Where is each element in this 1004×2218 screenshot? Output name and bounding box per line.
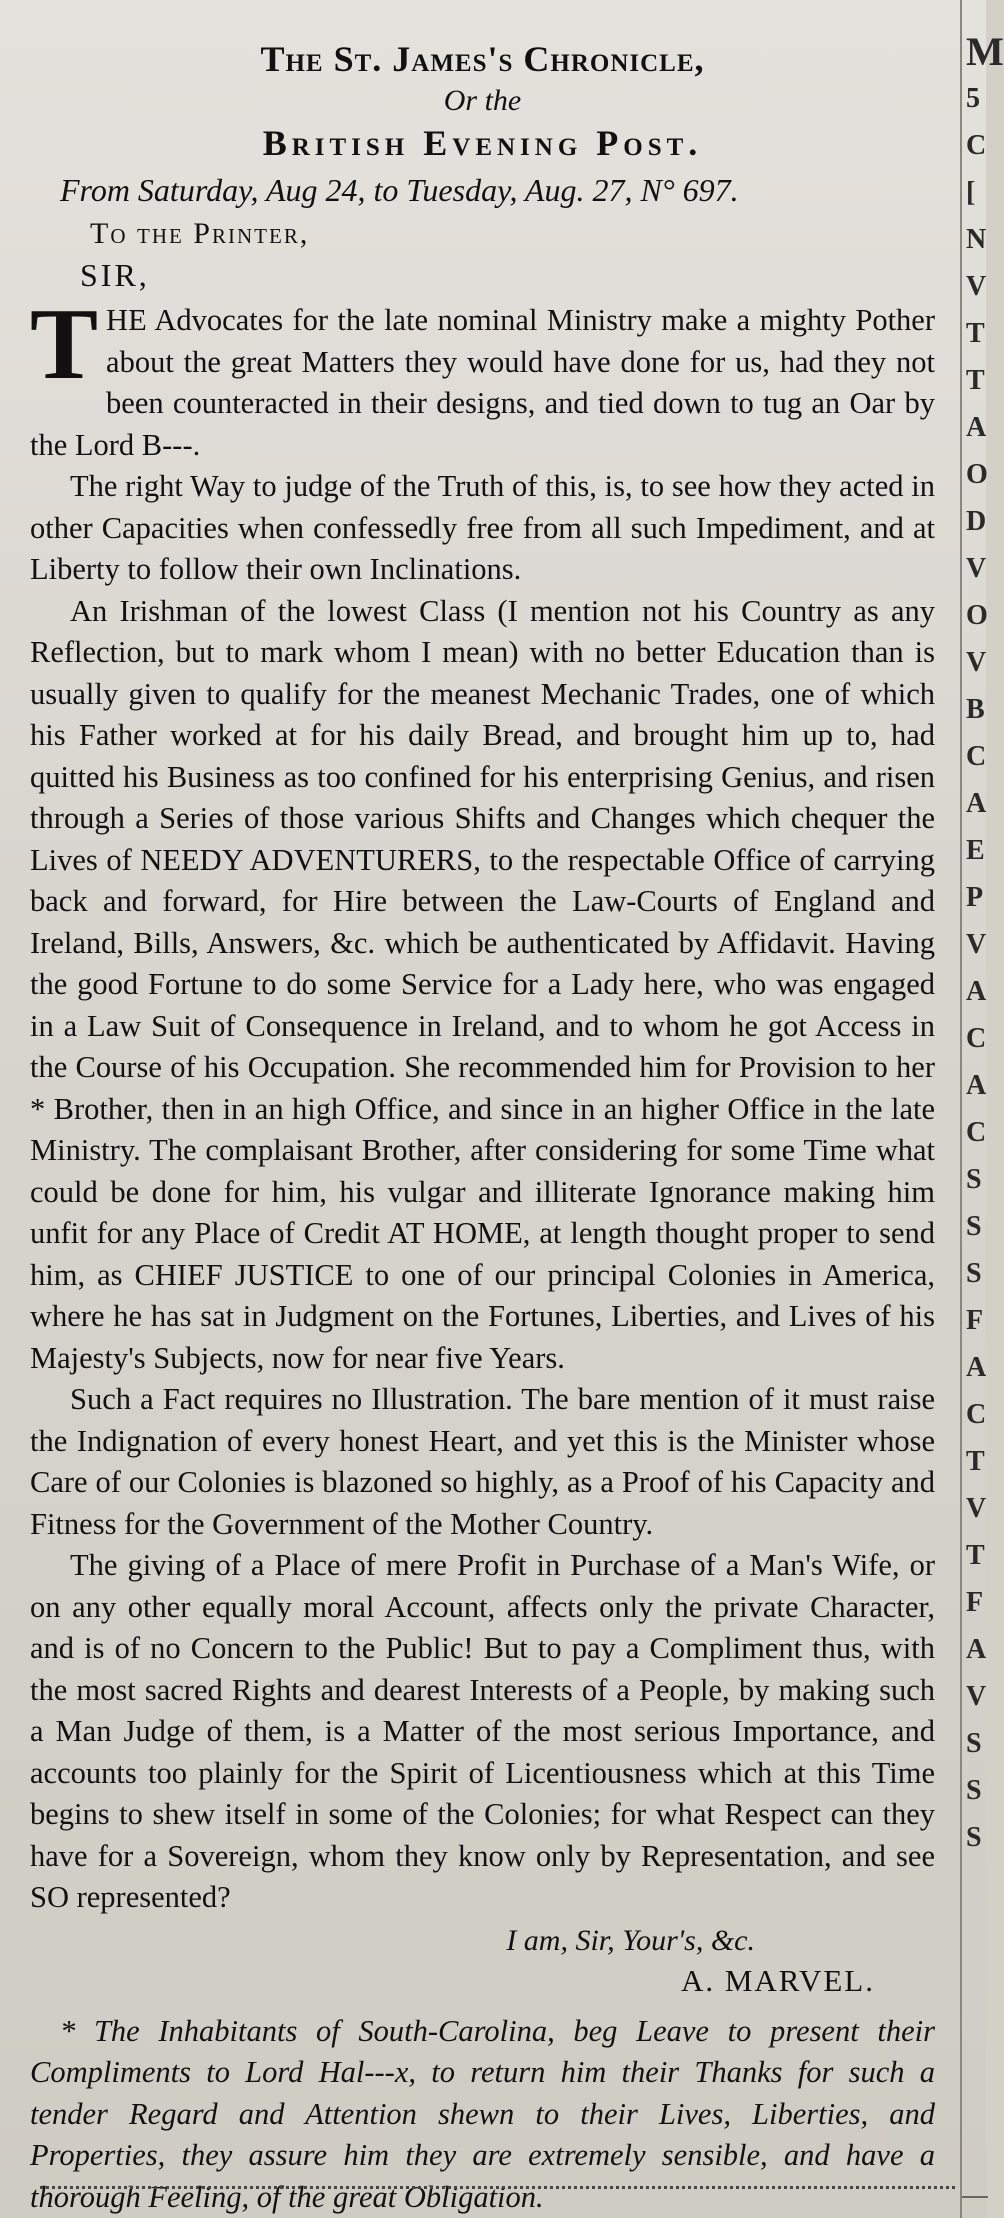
adjacent-letter: S (966, 1728, 982, 1759)
adjacent-letter: S (966, 1211, 982, 1242)
paragraph-1 (30, 288, 935, 466)
adjacent-letter: F (966, 1305, 984, 1336)
letter-body (30, 288, 935, 1919)
adjacent-letter: A (966, 1070, 987, 1101)
adjacent-letter: S (966, 1164, 982, 1195)
adjacent-letter: A (966, 976, 987, 1007)
adjacent-letter: C (966, 1399, 987, 1430)
addressee: To the Printer, (90, 217, 310, 250)
adjacent-letter: P (966, 882, 984, 913)
adjacent-letter: [ (966, 177, 976, 208)
adjacent-letter: 5 (966, 83, 980, 114)
adjacent-letter: V (966, 1493, 987, 1524)
salutation: SIR, (80, 257, 150, 293)
adjacent-letter: A (966, 1352, 987, 1383)
adjacent-letter: S (966, 1775, 982, 1806)
footnote-text: * The Inhabitants of South-Carolina, beg Leave to present their Compliments to Lord Hal---x, to return him their Thanks for such a tender Regard and Attention shewn to their Lives, Liberties, and Properties, they assure him they are extremely sensible, and have a thorough Feeling, of the great Obligation. (30, 2013, 935, 2214)
main-column (30, 30, 935, 2218)
issue-dateline: From Saturday, Aug 24, to Tuesday, Aug. 27, N° 697. (60, 172, 739, 208)
adjacent-rule (962, 2196, 988, 2198)
drop-cap: T (30, 288, 99, 401)
newspaper-title: The St. James's Chronicle, (260, 39, 705, 79)
adjacent-letter: O (966, 459, 988, 490)
paragraph-4: Such a Fact requires no Illustration. The bare mention of it must raise the Indignation of every honest Heart, and yet this is the Minister whose Care of our Colonies is blazoned so highly, as a Proof of his Capacity and Fitness for the Government of the Mother Country. (30, 1382, 935, 1541)
adjacent-column-fragment (960, 0, 1004, 2218)
adjacent-letter: E (966, 835, 985, 866)
adjacent-letter: N (966, 224, 987, 255)
adjacent-letter: C (966, 1023, 987, 1054)
adjacent-letter: C (966, 1117, 987, 1148)
newspaper-subtitle: British Evening Post. (262, 123, 703, 163)
adjacent-letter: A (966, 1634, 987, 1665)
adjacent-letter: C (966, 741, 987, 772)
adjacent-letter: S (966, 1822, 982, 1853)
paragraph-5: The giving of a Place of mere Profit in Purchase of a Man's Wife, or on any other equally moral Account, affects only the private Character, and is of no Concern to the Public! But to pay a Compliment thus, with the most sacred Rights and dearest Interests of a People, by making such a Man Judge of them, is a Matter of the most serious Importance, and accounts too plainly for the Spirit of Licentiousness which at this Time begins to shew itself in some of the Colonies; for what Respect can they have for a Sovereign, whom they know only by Representation, and see SO represented? (30, 1548, 935, 1914)
adjacent-letter: A (966, 412, 987, 443)
adjacent-letter: A (966, 788, 987, 819)
adjacent-letter: V (966, 929, 987, 960)
signature: A. MARVEL. (680, 1962, 875, 1998)
adjacent-letter: T (966, 1446, 985, 1477)
adjacent-letter: C (966, 130, 987, 161)
adjacent-letter: T (966, 1540, 985, 1571)
newspaper-or: Or the (443, 84, 522, 117)
adjacent-letter: V (966, 647, 987, 678)
bottom-rule (40, 2186, 955, 2189)
adjacent-letter: S (966, 1258, 982, 1289)
adjacent-letter: V (966, 553, 987, 584)
adjacent-letter: V (966, 1681, 987, 1712)
adjacent-letter: M (966, 29, 1004, 74)
adjacent-letter: B (966, 694, 985, 725)
masthead (30, 38, 935, 164)
signoff: I am, Sir, Your's, &c. (506, 1923, 755, 1957)
adjacent-letter: F (966, 1587, 984, 1618)
adjacent-letter: V (966, 271, 987, 302)
paragraph-text: HE Advocates for the late nominal Ministry make a mighty Pother about the great Matters they would have done for us, had they not been counteracted in their designs, and tied down to tug an Oar by the Lord B---. (30, 303, 935, 462)
adjacent-letter: T (966, 318, 985, 349)
adjacent-letter: D (966, 506, 987, 537)
paragraph-3: An Irishman of the lowest Class (I mention not his Country as any Reflection, but to mark whom I mean) with no better Education than is usually given to qualify for the meanest Mechanic Trades, one of which his Father worked at for his daily Bread, and brought him up to, had quitted his Business as too confined for his enterprising Genius, and risen through a Series of those various Shifts and Changes which chequer the Lives of NEEDY ADVENTURERS, to the respectable Office of carrying back and forward, for Hire between the Law-Courts of England and Ireland, Bills, Answers, &c. which be authenticated by Affidavit. Having the good Fortune to do some Service for a Lady here, who was engaged in a Law Suit of Consequence in Ireland, and to whom he got Access in the Course of his Occupation. She recommended him for Provision to her * Brother, then in an high Office, and since in an higher Office in the late Ministry. The complaisant Brother, after considering for some Time what could be done for him, his vulgar and illiterate Ignorance making him unfit for any Place of Credit AT HOME, at length thought proper to send him, as CHIEF JUSTICE to one of our principal Colonies in America, where he has sat in Judgment on the Fortunes, Liberties, and Lives of his Majesty's Subjects, now for near five Years. (30, 593, 935, 1375)
adjacent-letter: T (966, 365, 985, 396)
paragraph-2: The right Way to judge of the Truth of this, is, to see how they acted in other Capacities when confessedly free from all such Impediment, and at Liberty to follow their own Inclinations. (30, 469, 935, 586)
adjacent-letter: O (966, 600, 988, 631)
